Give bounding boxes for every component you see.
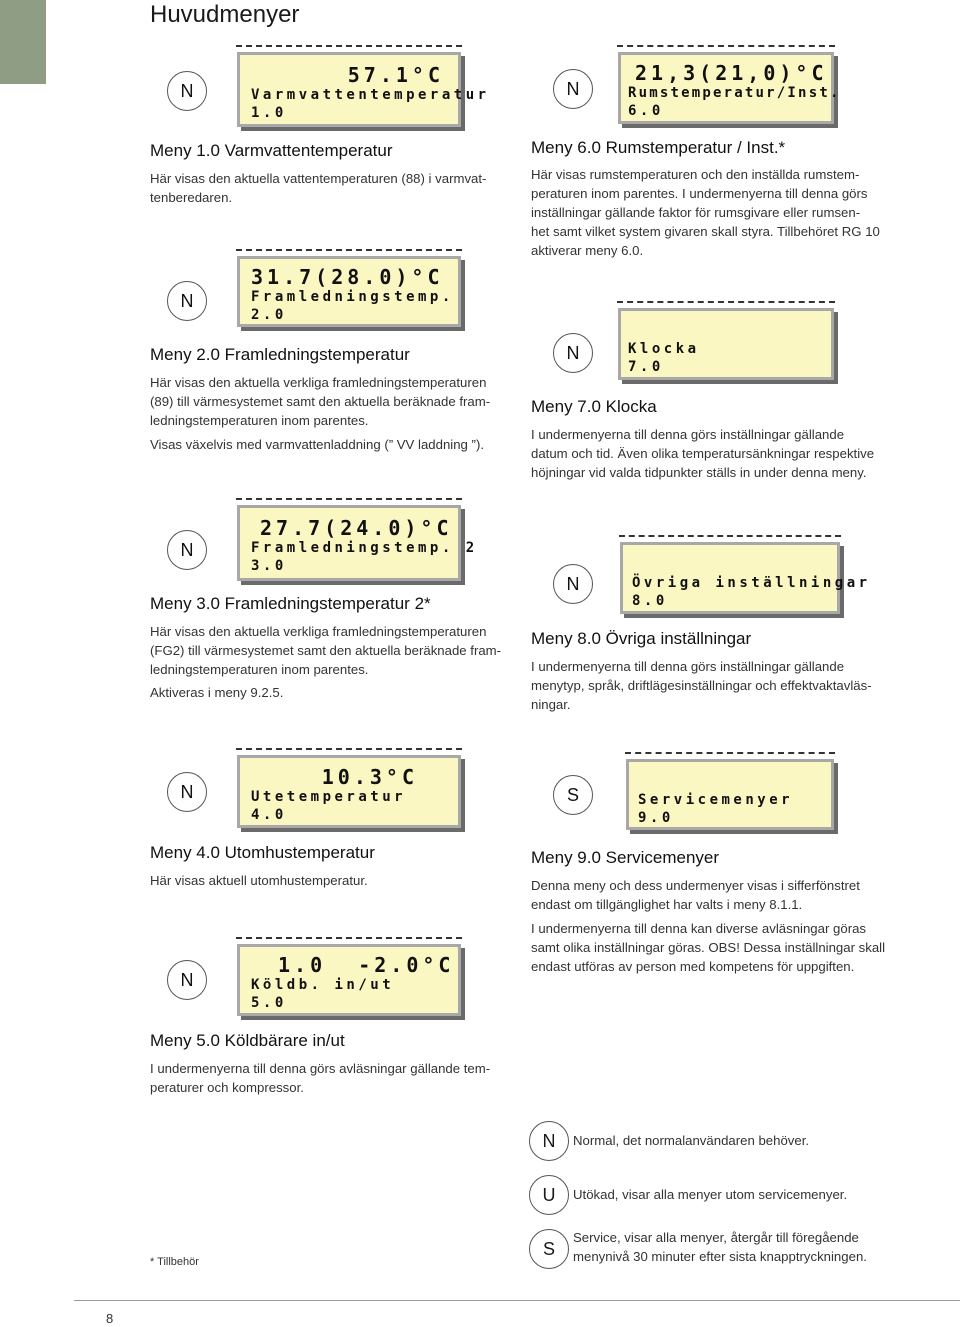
legend-badge-extended: U [529, 1175, 569, 1215]
menu-description: Här visas den aktuella vattentemperaturen (88) i varmvat- tenberedaren. [150, 171, 487, 205]
lcd-label: Köldb. in/ut [251, 977, 395, 993]
lcd-label: Rumstemperatur/Inst. [628, 85, 841, 101]
access-badge-normal: N [553, 333, 593, 373]
menu-heading: Meny 1.0 Varmvattentemperatur [150, 141, 393, 160]
lcd-menu-number: 1.0 [251, 105, 287, 121]
access-badge-normal: N [167, 772, 207, 812]
lcd-label: Utetemperatur [251, 789, 407, 805]
lcd-display-menu-3 [237, 505, 478, 581]
menu-description: Denna meny och dess undermenyer visas i sifferfönstret endast om tillgänglighet har valts i meny 8.1.1. [531, 878, 860, 912]
lcd-value: 1.0 -2.0°C [278, 953, 455, 977]
legend-text-extended: Utökad, visar alla menyer utom servicemenyer. [573, 1187, 848, 1202]
lcd-value: 31.7(28.0)°C [251, 265, 444, 289]
lcd-menu-number: 9.0 [638, 810, 674, 826]
footnote: * Tillbehör [150, 1256, 199, 1268]
lcd-label: Klocka [628, 341, 700, 357]
lcd-display-menu-5 [237, 944, 461, 1016]
access-badge-normal: N [553, 69, 593, 109]
lcd-menu-number: 4.0 [251, 807, 287, 823]
menu-description: I undermenyerna till denna görs avläsningar gällande tem- peraturer och kompressor. [150, 1061, 491, 1095]
menu-heading: Meny 4.0 Utomhustemperatur [150, 843, 375, 862]
lcd-value: 57.1°C [347, 63, 444, 87]
menu-heading: Meny 6.0 Rumstemperatur / Inst.* [531, 138, 786, 157]
menu-description: Här visas aktuell utomhustemperatur. [150, 873, 368, 888]
menu-heading: Meny 9.0 Servicemenyer [531, 848, 720, 867]
access-badge-normal: N [167, 281, 207, 321]
lcd-value: 10.3°C [321, 765, 418, 789]
lcd-display-menu-6 [618, 52, 841, 124]
lcd-label: Framledningstemp. [251, 289, 454, 305]
chapter-tab [0, 0, 46, 84]
menu-description: I undermenyerna till denna görs inställningar gällande datum och tid. Även olika temperatursänkningar respektive höjningar vid valda tidpunkter ställs in under denna meny. [531, 427, 875, 480]
access-badge-normal: N [167, 530, 207, 570]
lcd-display-menu-4 [237, 755, 461, 828]
footer-divider [74, 1300, 960, 1301]
lcd-label: Framledningstemp. 2 [251, 540, 478, 556]
page-title: Huvudmenyer [150, 1, 300, 28]
legend-text-normal: Normal, det normalanvändaren behöver. [573, 1133, 810, 1148]
lcd-menu-number: 8.0 [632, 593, 668, 609]
menu-description: I undermenyerna till denna kan diverse avläsningar göras samt olika inställningar göras. OBS! Dessa inställningar skall endast utföras av person med kompetens för uppgiften. [531, 921, 886, 974]
lcd-menu-number: 3.0 [251, 558, 287, 574]
lcd-label: Varmvattentemperatur [251, 87, 490, 103]
lcd-label: Servicemenyer [638, 792, 794, 808]
lcd-display-menu-7 [618, 308, 834, 380]
lcd-display-menu-1 [237, 52, 490, 127]
lcd-label: Övriga inställningar [632, 575, 871, 591]
menu-description: Visas växelvis med varmvattenladdning (” VV laddning ”). [150, 437, 484, 452]
lcd-menu-number: 7.0 [628, 359, 664, 375]
access-badge-service: S [553, 775, 593, 815]
lcd-display-menu-2 [237, 256, 461, 327]
lcd-menu-number: 6.0 [628, 103, 664, 119]
legend-badge-service: S [529, 1229, 569, 1269]
access-badge-normal: N [553, 564, 593, 604]
lcd-menu-number: 2.0 [251, 307, 287, 323]
access-badge-normal: N [167, 960, 207, 1000]
menu-description: Här visas rumstemperaturen och den inställda rumstem- peraturen inom parentes. I undermenyerna till denna görs inställningar gällande faktor för rumsgivare eller rumsen- het samt vilket system givaren skall styra. Tillbehöret RG 10 aktiverar meny 6.0. [531, 167, 880, 258]
menu-heading: Meny 7.0 Klocka [531, 397, 657, 416]
menu-heading: Meny 5.0 Köldbärare in/ut [150, 1031, 345, 1050]
access-badge-normal: N [167, 71, 207, 111]
lcd-value: 21,3(21,0)°C [635, 61, 828, 85]
lcd-value: 27.7(24.0)°C [260, 516, 453, 540]
lcd-menu-number: 5.0 [251, 995, 287, 1011]
menu-description: I undermenyerna till denna görs inställningar gällande menytyp, språk, driftlägesinställningar och effektvaktavläs- ningar. [531, 659, 872, 712]
menu-heading: Meny 3.0 Framledningstemperatur 2* [150, 594, 431, 613]
menu-heading: Meny 2.0 Framledningstemperatur [150, 345, 410, 364]
menu-description: Här visas den aktuella verkliga framledningstemperaturen (89) till värmesystemet samt den aktuella beräknade fram- ledningstemperaturen inom parentes. [150, 375, 491, 428]
menu-description: Aktiveras i meny 9.2.5. [150, 685, 284, 700]
lcd-display-menu-9 [626, 759, 834, 830]
menu-heading: Meny 8.0 Övriga inställningar [531, 629, 752, 648]
page-number: 8 [106, 1311, 114, 1326]
menu-description: Här visas den aktuella verkliga framledningstemperaturen (FG2) till värmesystemet samt den aktuella beräknade fram- ledningstemperaturen inom parentes. [150, 624, 502, 677]
legend-badge-normal: N [529, 1121, 569, 1161]
legend-text-service: Service, visar alla menyer, återgår till föregående menynivå 30 minuter efter sista knapptryckningen. [573, 1230, 867, 1264]
lcd-display-menu-8 [620, 542, 871, 614]
